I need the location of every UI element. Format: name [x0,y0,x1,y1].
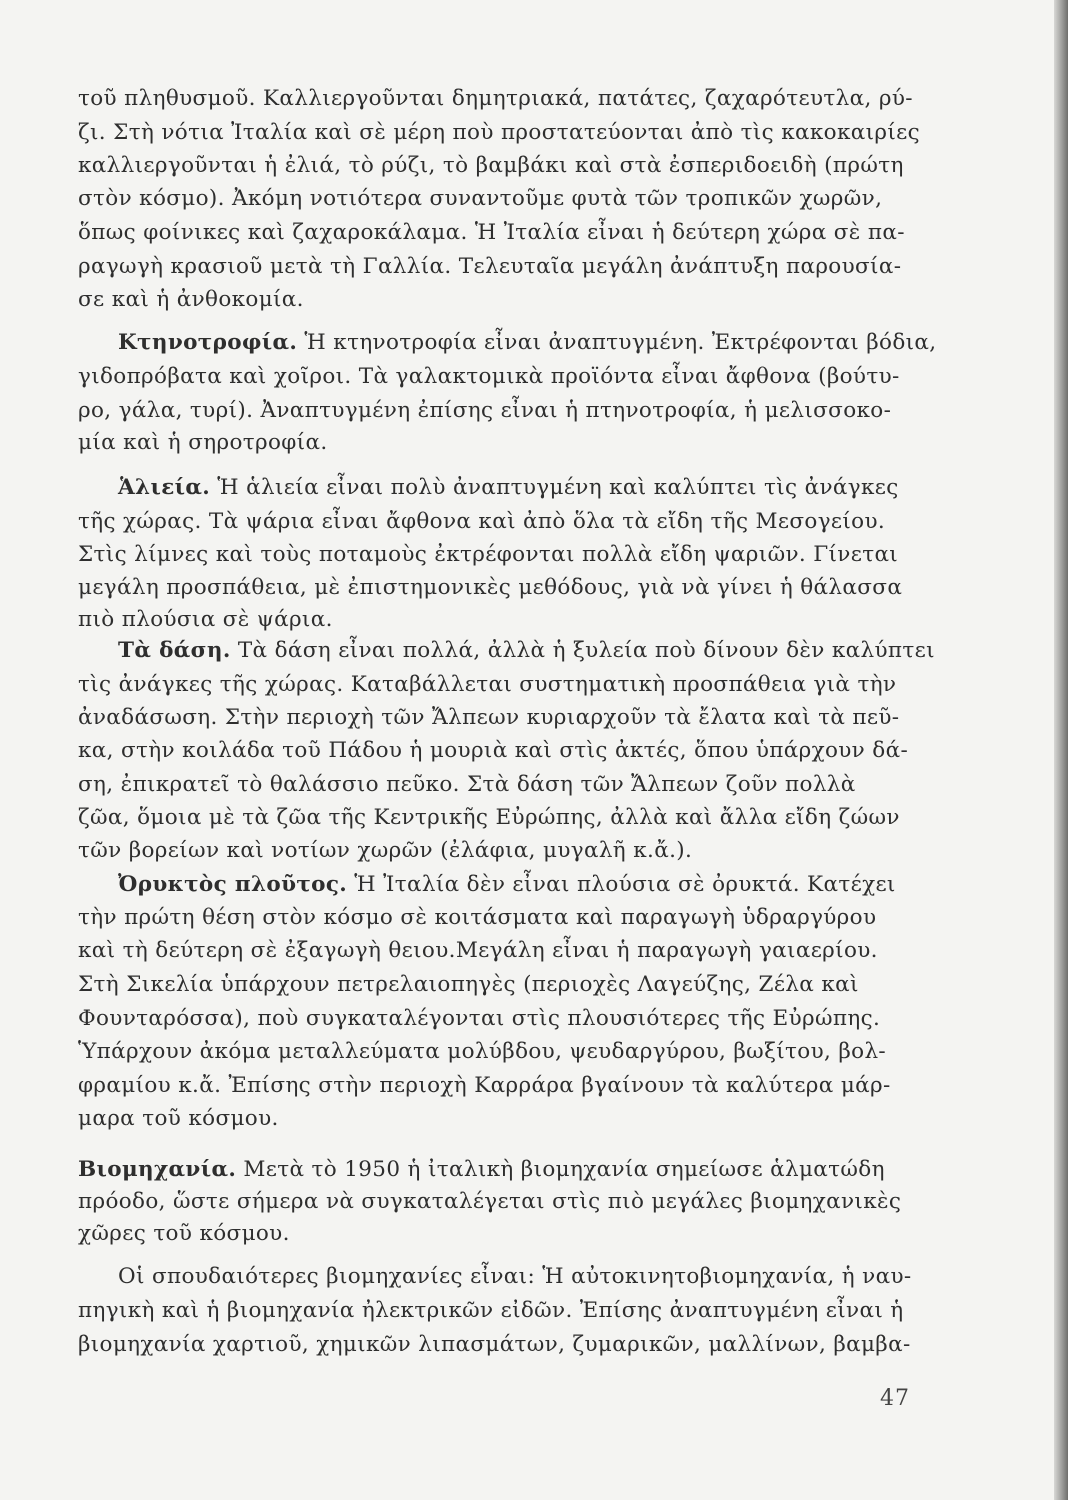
body-line-9: γιδοπρόβατα καὶ χοῖροι. Τὰ γαλακτομικὰ προϊόντα εἶναι ἄφθονα (βούτυ- [78,364,900,389]
body-line-15: μεγάλη προσπάθεια, μὲ ἐπιστημονικὲς μεθόδους, γιὰ νὰ γίνει ἡ θάλασσα [78,575,903,600]
body-line-27: Στὴ Σικελία ὑπάρχουν πετρελαιοπηγὲς (περιοχὲς Λαγεύζης, Ζέλα καὶ [78,972,859,997]
body-line-35: Οἱ σπουδαιότερες βιομηχανίες εἶναι: Ἡ αὐτοκινητοβιομηχανία, ἡ ναυ- [118,1264,912,1289]
body-line-21: ση, ἐπικρατεῖ τὸ θαλάσσιο πεῦκο. Στὰ δάση τῶν Ἄλπεων ζοῦν πολλὰ [78,772,856,797]
body-line-37: βιομηχανία χαρτιοῦ, χημικῶν λιπασμάτων, ζυμαρικῶν, μαλλίνων, βαμβα- [78,1332,911,1357]
body-line-5: ὅπως φοίνικες καὶ ζαχαροκάλαμα. Ἡ Ἰταλία εἶναι ἡ δεύτερη χώρα σὲ πα- [78,220,905,245]
body-line-28: Φουνταρόσσα), ποὺ συγκαταλέγονται στὶς πλουσιότερες τῆς Εὐρώπης. [78,1006,881,1031]
body-line-33: πρόοδο, ὥστε σήμερα νὰ συγκαταλέγεται στὶς πιὸ μεγάλες βιομηχανικὲς [78,1189,902,1214]
section-minerals [118,870,968,900]
body-line-25: τὴν πρώτη θέση στὸν κόσμο σὲ κοιτάσματα καὶ παραγωγὴ ὑδραργύρου [78,905,877,930]
body-line-18: τὶς ἀνάγκες τῆς χώρας. Καταβάλλεται συστηματικὴ προσπάθεια γιὰ τὴν [78,672,897,697]
body-line-36: πηγικὴ καὶ ἡ βιομηχανία ἠλεκτρικῶν εἰδῶν. Ἐπίσης ἀναπτυγμένη εἶναι ἡ [78,1298,904,1323]
body-line-30: φραμίου κ.ἄ. Ἐπίσης στὴν περιοχὴ Καρράρα βγαίνουν τὰ καλύτερα μάρ- [78,1073,891,1098]
section-heading-livestock: Κτηνοτροφία. [118,330,298,355]
body-line-1: τοῦ πληθυσμοῦ. Καλλιεργοῦνται δημητριακά, πατάτες, ζαχαρότευτλα, ρύ- [78,86,913,111]
body-line-14: Στὶς λίμνες καὶ τοὺς ποταμοὺς ἐκτρέφονται πολλὰ εἴδη ψαριῶν. Γίνεται [78,542,899,567]
body-line-20: κα, στὴν κοιλάδα τοῦ Πάδου ἡ μουριὰ καὶ στὶς ἀκτές, ὅπου ὑπάρχουν δά- [78,738,909,763]
body-line-31: μαρα τοῦ κόσμου. [78,1106,279,1131]
section-heading-fishing: Ἁλιεία. [118,475,211,500]
body-line-11: μία καὶ ἡ σηροτροφία. [78,430,328,455]
section-forests [118,636,968,666]
body-line-4: στὸν κόσμο). Ἀκόμη νοτιότερα συναντοῦμε φυτὰ τῶν τροπικῶν χωρῶν, [78,186,883,211]
section-heading-minerals: Ὀρυκτὸς πλοῦτος. [118,872,348,897]
body-line-10: ρο, γάλα, τυρί). Ἀναπτυγμένη ἐπίσης εἶναι ἡ πτηνοτροφία, ἡ μελισσοκο- [78,398,892,423]
section-fishing [118,473,968,503]
body-line-19: ἀναδάσωση. Στὴν περιοχὴ τῶν Ἄλπεων κυριαρχοῦν τὰ ἔλατα καὶ τὰ πεῦ- [78,705,900,730]
section-heading-industry: Βιομηχανία. [78,1157,237,1182]
section-industry [78,1155,928,1185]
body-line-29: Ὑπάρχουν ἀκόμα μεταλλεύματα μολύβδου, ψευδαργύρου, βωξίτου, βολ- [78,1039,887,1064]
section-text-minerals: Ἡ Ἰταλία δὲν εἶναι πλούσια σὲ ὀρυκτά. Κατέχει [347,872,896,897]
page-number: 47 [880,1386,910,1411]
section-text-forests: Τὰ δάση εἶναι πολλά, ἀλλὰ ἡ ξυλεία ποὺ δίνουν δὲν καλύπτει [230,638,935,663]
section-text-livestock: Ἡ κτηνοτροφία εἶναι ἀναπτυγμένη. Ἐκτρέφονται βόδια, [297,330,937,355]
body-line-16: πιὸ πλούσια σὲ ψάρια. [78,607,333,632]
section-text-fishing: Ἡ ἁλιεία εἶναι πολὺ ἀναπτυγμένη καὶ καλύπτει τὶς ἀνάγκες [210,475,899,500]
body-line-26: καὶ τὴ δεύτερη σὲ ἐξαγωγὴ θειου.Μεγάλη εἶναι ἡ παραγωγὴ γαιαερίου. [78,938,878,963]
body-line-7: σε καὶ ἡ ἀνθοκομία. [78,287,304,312]
body-line-22: ζῶα, ὅμοια μὲ τὰ ζῶα τῆς Κεντρικῆς Εὐρώπης, ἀλλὰ καὶ ἄλλα εἴδη ζώων [78,805,900,830]
section-heading-forests: Τὰ δάση. [118,638,231,663]
body-line-2: ζι. Στὴ νότια Ἰταλία καὶ σὲ μέρη ποὺ προστατεύονται ἀπὸ τὶς κακοκαιρίες [78,120,921,145]
section-livestock [118,328,968,358]
body-line-3: καλλιεργοῦνται ἡ ἐλιά, τὸ ρύζι, τὸ βαμβάκι καὶ στὰ ἐσπεριδοειδὴ (πρώτη [78,153,904,178]
body-line-34: χῶρες τοῦ κόσμου. [78,1221,290,1246]
body-line-23: τῶν βορείων καὶ νοτίων χωρῶν (ἐλάφια, μυγαλῆ κ.ἄ.). [78,838,693,863]
body-line-13: τῆς χώρας. Τὰ ψάρια εἶναι ἄφθονα καὶ ἀπὸ ὅλα τὰ εἴδη τῆς Μεσογείου. [78,509,886,534]
section-text-industry: Μετὰ τὸ 1950 ἡ ἰταλικὴ βιομηχανία σημείωσε ἁλματώδη [236,1157,885,1182]
body-line-6: ραγωγὴ κρασιοῦ μετὰ τὴ Γαλλία. Τελευταῖα μεγάλη ἀνάπτυξη παρουσία- [78,254,902,279]
